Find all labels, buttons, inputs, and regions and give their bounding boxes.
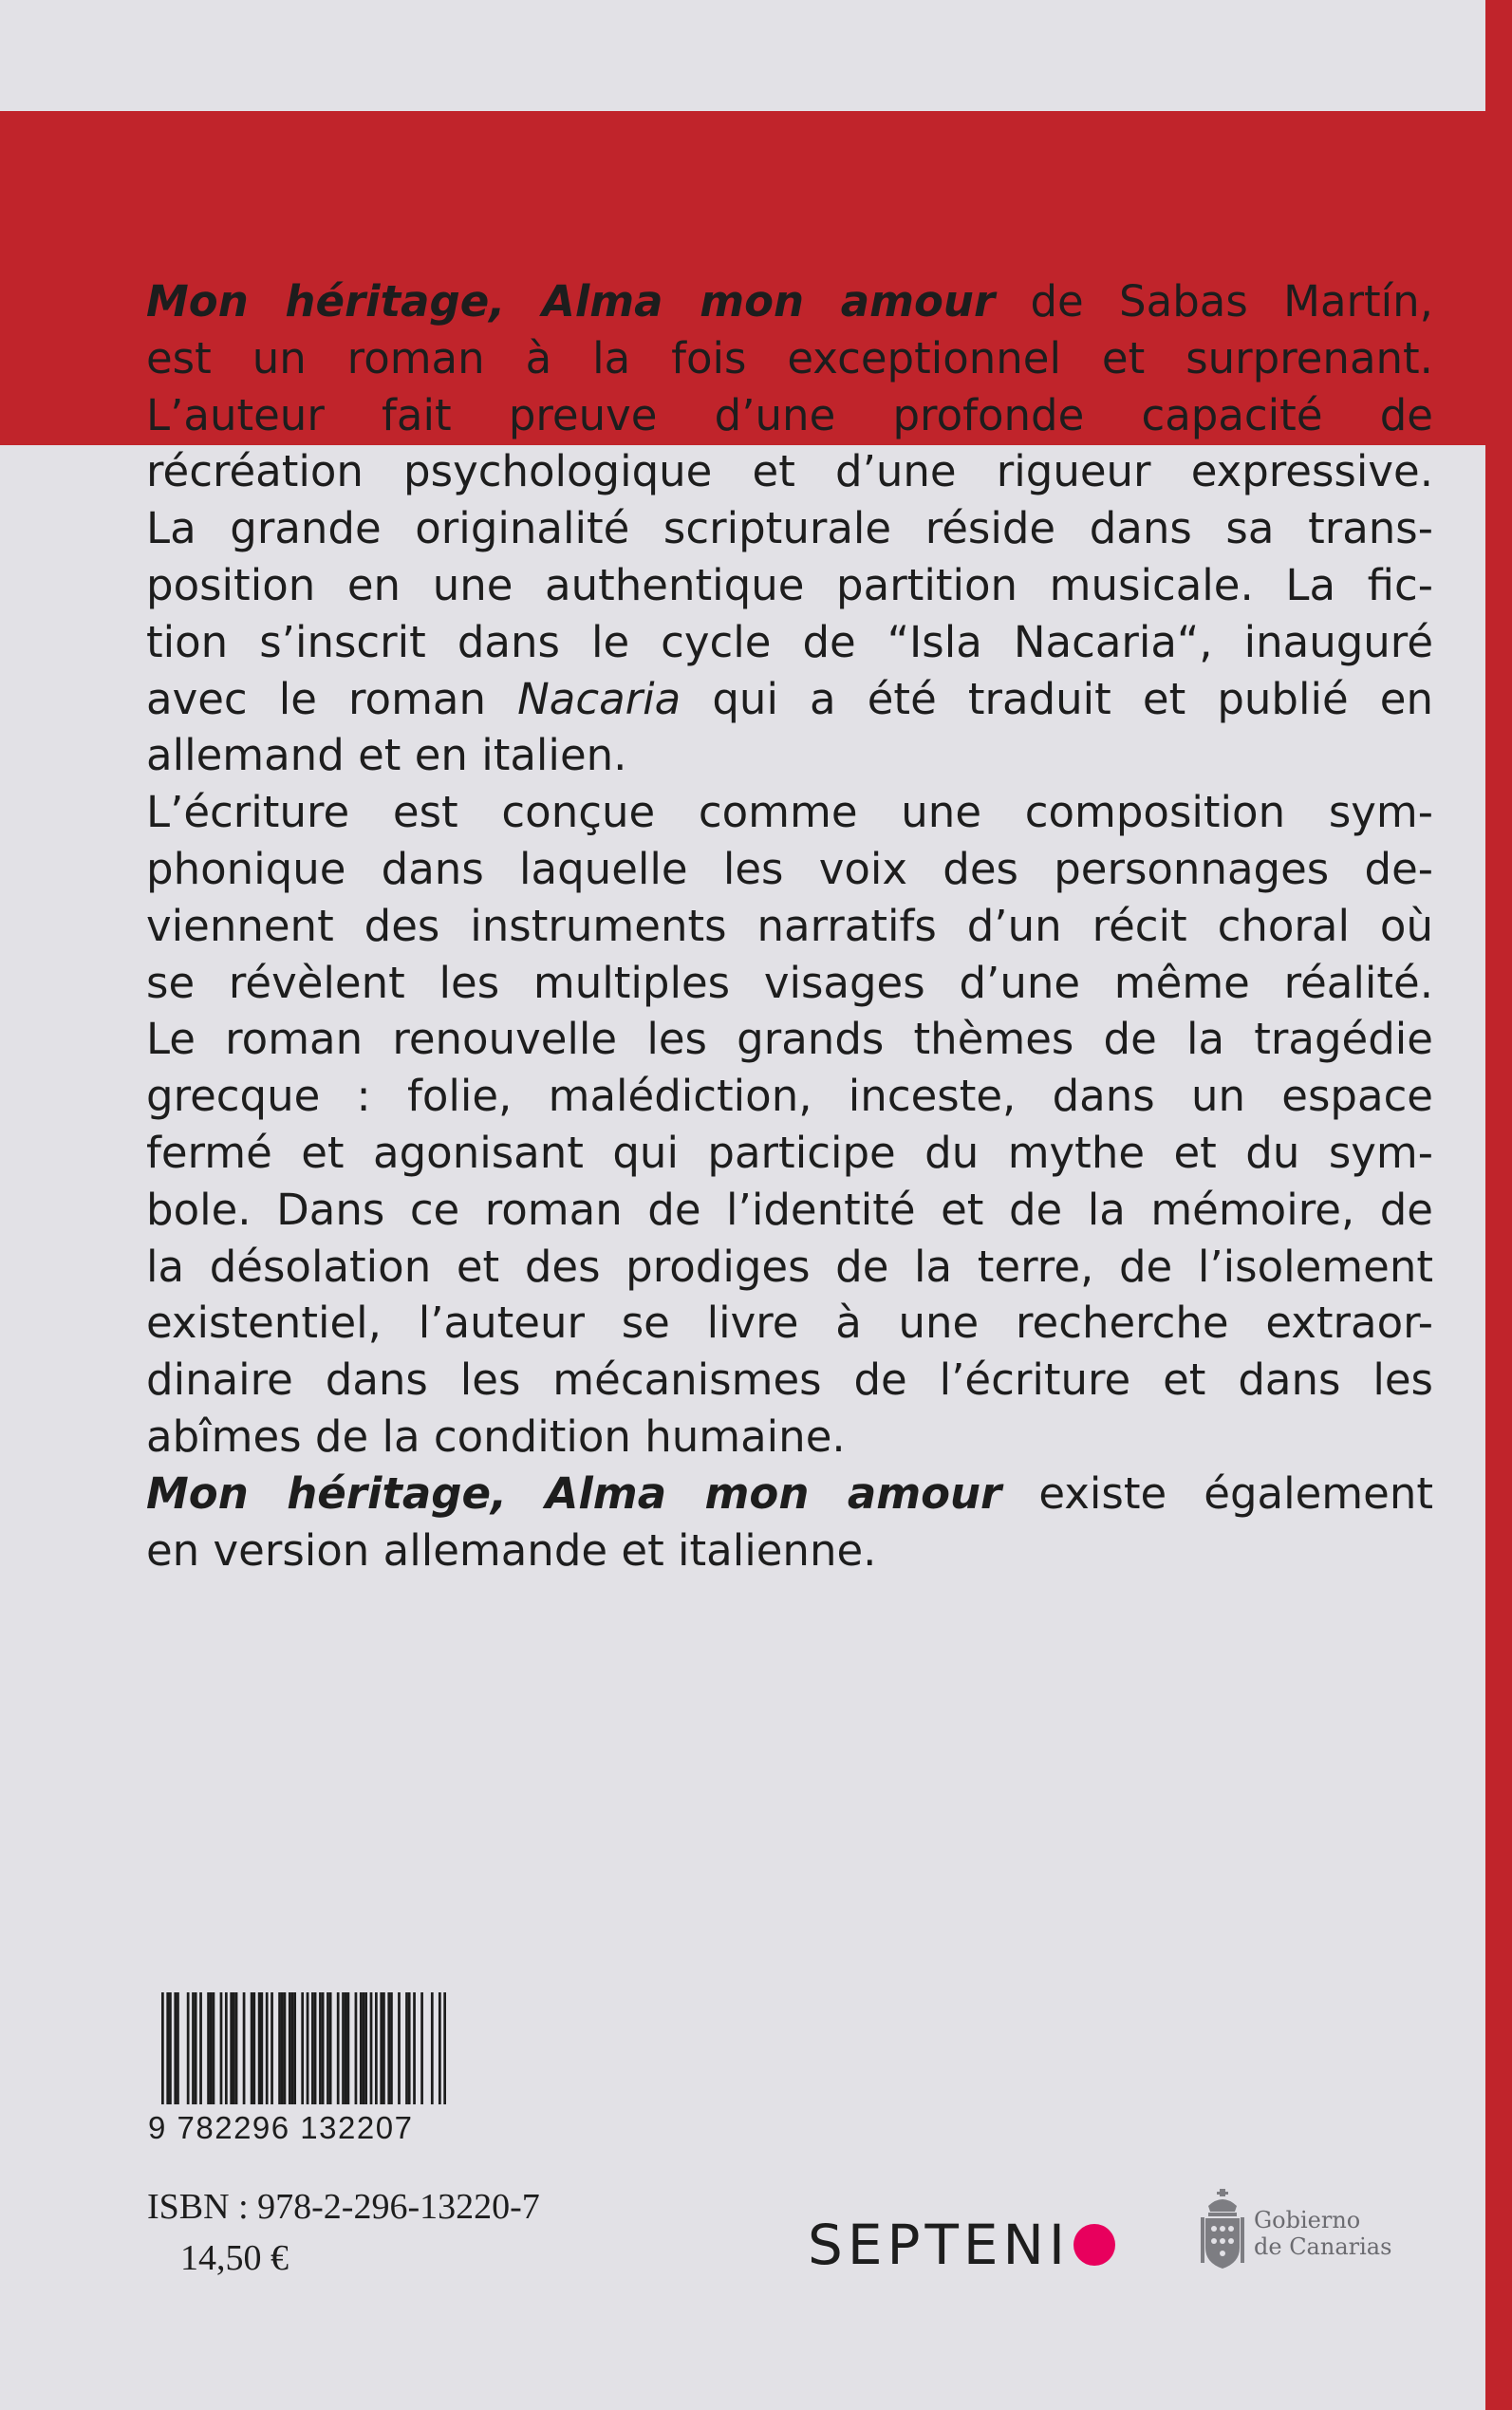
barcode-bar [319, 1992, 322, 2104]
coat-of-arms-icon [1201, 2189, 1244, 2272]
price: 14,50 € [180, 2238, 289, 2278]
barcode-bar [230, 1992, 233, 2104]
barcode-bar [322, 1992, 325, 2104]
barcode-bar [387, 1992, 390, 2104]
barcode-bar [398, 1992, 401, 2104]
barcode-bar [342, 1992, 345, 2104]
barcode-bar [161, 1992, 164, 2104]
barcode-bar [439, 1992, 441, 2104]
barcode-bar [252, 1992, 255, 2104]
blurb-line: allemand et en italien. [146, 730, 627, 781]
blurb-line: La grande originalité scripturale réside dans sa trans- [146, 503, 1433, 554]
isbn: ISBN : 978-2-296-13220-7 [147, 2187, 540, 2227]
government-logo-text [1254, 2207, 1391, 2260]
blurb-line: abîmes de la condition humaine. [146, 1411, 846, 1462]
blurb-line: avec le roman Nacaria qui a été traduit et publié en [146, 673, 1434, 724]
barcode-bar [375, 1992, 378, 2104]
barcode-bar [347, 1992, 350, 2104]
barcode-bar [174, 1992, 177, 2104]
blurb-line: L’auteur fait preuve d’une profonde capacité de [146, 389, 1433, 440]
blurb-line: en version allemande et italienne. [146, 1524, 877, 1576]
cited-title: Nacaria [517, 673, 681, 724]
barcode-bar [271, 1992, 273, 2104]
blurb-line: Mon héritage, Alma mon amour existe également [146, 1467, 1433, 1519]
barcode-bar [327, 1992, 329, 2104]
barcode-bar [413, 1992, 416, 2104]
barcode-bar [251, 1992, 253, 2104]
barcode-bar [380, 1992, 383, 2104]
barcode-bar [443, 1992, 446, 2104]
barcode-bar [370, 1992, 373, 2104]
barcode-bar [329, 1992, 332, 2104]
barcode-bar [420, 1992, 423, 2104]
blurb-line: existentiel, l’auteur se livre à une recherche extraor- [146, 1298, 1433, 1349]
barcode-bar [363, 1992, 365, 2104]
government-line-1: Gobierno [1254, 2207, 1361, 2233]
blurb-line: L’écriture est conçue comme une composition sym- [146, 787, 1433, 838]
blurb-line: phonique dans laquelle les voix des personnages de- [146, 843, 1433, 894]
barcode-bar [307, 1992, 309, 2104]
barcode-bar [235, 1992, 238, 2104]
barcode-bar [408, 1992, 411, 2104]
barcode-bar [213, 1992, 215, 2104]
book-title: Mon héritage, Alma mon amour [146, 276, 996, 327]
barcode-bar [289, 1992, 291, 2104]
government-line-2: de Canarias [1254, 2233, 1392, 2260]
barcode-bar [355, 1992, 358, 2104]
blurb-line: grecque : folie, malédiction, inceste, dans un espace [146, 1071, 1433, 1122]
blurb-line: Mon héritage, Alma mon amour de Sabas Martín, [146, 276, 1433, 327]
barcode-bar [169, 1992, 172, 2104]
barcode-bar [345, 1992, 347, 2104]
barcode-bar [390, 1992, 393, 2104]
barcode-bar [281, 1992, 284, 2104]
barcode-bar [266, 1992, 269, 2104]
barcode [161, 1992, 446, 2104]
publisher-name: SEPTENI [808, 2213, 1071, 2277]
barcode-bar [301, 1992, 304, 2104]
publisher-logo [808, 2213, 1115, 2277]
back-cover-blurb [146, 273, 1433, 1579]
barcode-bar [284, 1992, 287, 2104]
blurb-line: dinaire dans les mécanismes de l’écriture et dans les [146, 1354, 1433, 1406]
barcode-bar [187, 1992, 190, 2104]
blurb-line: viennent des instruments narratifs d’un récit choral où [146, 900, 1433, 951]
blurb-line: Le roman renouvelle les grands thèmes de la tragédie [146, 1014, 1433, 1065]
barcode-bar [314, 1992, 317, 2104]
spine-red-edge [1485, 0, 1512, 2410]
barcode-bar [195, 1992, 197, 2104]
blurb-line: position en une authentique partition musicale. La fic- [146, 559, 1433, 610]
barcode-bar [207, 1992, 210, 2104]
barcode-bar [291, 1992, 294, 2104]
book-title: Mon héritage, Alma mon amour [146, 1467, 1002, 1519]
barcode-bar [225, 1992, 228, 2104]
barcode-bar [192, 1992, 195, 2104]
blurb-line: la désolation et des prodiges de la terre, de l’isolement [146, 1241, 1433, 1292]
blurb-line: récréation psychologique et d’une rigueur expressive. [146, 446, 1433, 497]
barcode-bar [243, 1992, 246, 2104]
blurb-line: fermé et agonisant qui participe du mythe et du sym- [146, 1127, 1433, 1178]
barcode-bar [405, 1992, 408, 2104]
barcode-bar [311, 1992, 314, 2104]
barcode-bar [199, 1992, 202, 2104]
barcode-bar [431, 1992, 434, 2104]
barcode-bar [220, 1992, 223, 2104]
barcode-bar [360, 1992, 363, 2104]
publisher-logo-dot-icon [1073, 2224, 1115, 2266]
blurb-line: tion s’inscrit dans le cycle de “Isla Nacaria“, inauguré [146, 616, 1433, 667]
barcode-bar [177, 1992, 179, 2104]
blurb-line: se révèlent les multiples visages d’une même réalité. [146, 957, 1433, 1008]
barcode-bar [383, 1992, 385, 2104]
barcode-bar [166, 1992, 169, 2104]
barcode-bar [210, 1992, 213, 2104]
barcode-bar [260, 1992, 263, 2104]
barcode-bar [258, 1992, 261, 2104]
blurb-line: bole. Dans ce roman de l’identité et de la mémoire, de [146, 1184, 1433, 1235]
barcode-bar [337, 1992, 340, 2104]
blurb-line: est un roman à la fois exceptionnel et surprenant. [146, 332, 1433, 383]
barcode-bar [293, 1992, 296, 2104]
barcode-bar [278, 1992, 281, 2104]
barcode-bar [364, 1992, 367, 2104]
barcode-bar [233, 1992, 235, 2104]
barcode-digits: 9 782296 132207 [148, 2110, 414, 2145]
